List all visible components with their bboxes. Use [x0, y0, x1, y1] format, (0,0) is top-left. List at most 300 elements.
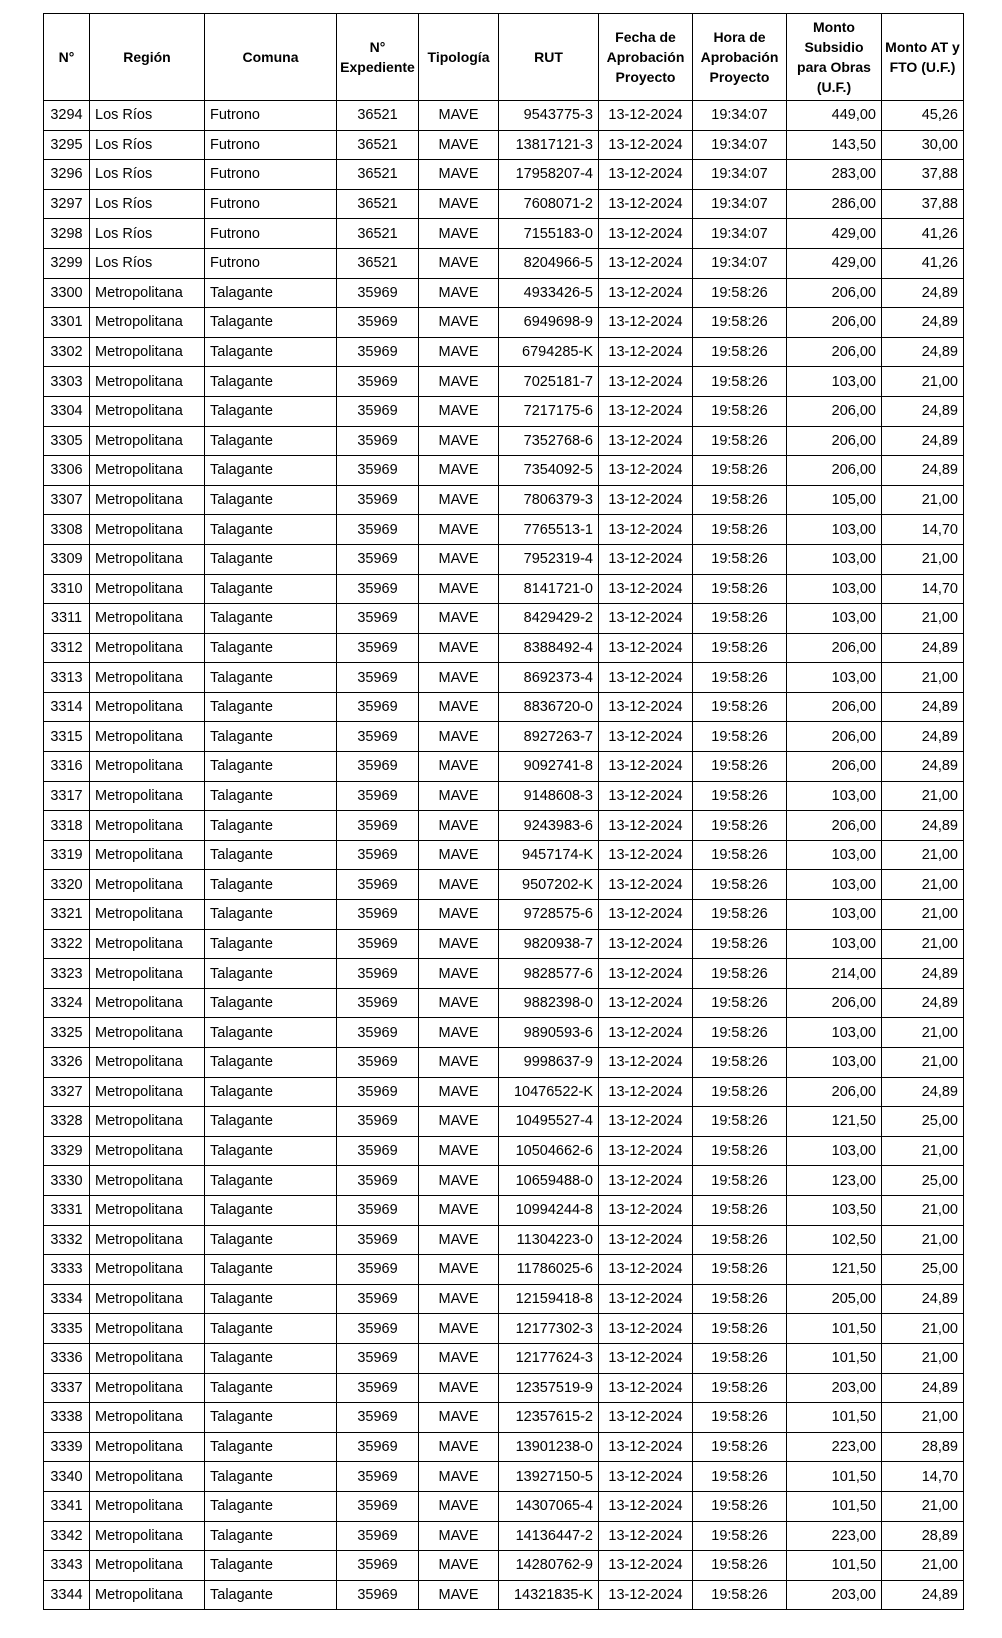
cell-monto-obras: 101,50 — [787, 1343, 882, 1373]
cell-fecha: 13-12-2024 — [599, 1343, 693, 1373]
cell-fecha: 13-12-2024 — [599, 130, 693, 160]
cell-region: Metropolitana — [90, 337, 205, 367]
cell-monto-obras: 206,00 — [787, 337, 882, 367]
cell-monto-obras: 223,00 — [787, 1432, 882, 1462]
cell-region: Los Ríos — [90, 160, 205, 190]
cell-rut: 8429429-2 — [499, 604, 599, 634]
cell-n: 3300 — [44, 278, 90, 308]
cell-region: Metropolitana — [90, 1580, 205, 1610]
cell-rut: 11786025-6 — [499, 1255, 599, 1285]
cell-fecha: 13-12-2024 — [599, 308, 693, 338]
cell-comuna: Talagante — [205, 1018, 337, 1048]
cell-fecha: 13-12-2024 — [599, 426, 693, 456]
cell-tipologia: MAVE — [419, 367, 499, 397]
cell-n: 3315 — [44, 722, 90, 752]
cell-comuna: Talagante — [205, 426, 337, 456]
cell-region: Metropolitana — [90, 692, 205, 722]
cell-hora: 19:58:26 — [693, 1136, 787, 1166]
cell-expediente: 35969 — [337, 1551, 419, 1581]
cell-fecha: 13-12-2024 — [599, 1284, 693, 1314]
cell-region: Metropolitana — [90, 1462, 205, 1492]
cell-rut: 9820938-7 — [499, 929, 599, 959]
cell-tipologia: MAVE — [419, 278, 499, 308]
cell-n: 3295 — [44, 130, 90, 160]
cell-expediente: 36521 — [337, 101, 419, 131]
cell-fecha: 13-12-2024 — [599, 1255, 693, 1285]
cell-comuna: Talagante — [205, 692, 337, 722]
cell-region: Los Ríos — [90, 189, 205, 219]
cell-rut: 14280762-9 — [499, 1551, 599, 1581]
cell-region: Metropolitana — [90, 1403, 205, 1433]
cell-n: 3302 — [44, 337, 90, 367]
cell-n: 3310 — [44, 574, 90, 604]
cell-n: 3306 — [44, 456, 90, 486]
cell-tipologia: MAVE — [419, 1107, 499, 1137]
table-row — [44, 1403, 964, 1433]
cell-region: Metropolitana — [90, 1255, 205, 1285]
cell-monto-obras: 429,00 — [787, 219, 882, 249]
cell-n: 3337 — [44, 1373, 90, 1403]
cell-region: Metropolitana — [90, 485, 205, 515]
cell-rut: 6949698-9 — [499, 308, 599, 338]
cell-tipologia: MAVE — [419, 811, 499, 841]
cell-n: 3303 — [44, 367, 90, 397]
cell-hora: 19:58:26 — [693, 367, 787, 397]
cell-expediente: 35969 — [337, 515, 419, 545]
cell-monto-obras: 143,50 — [787, 130, 882, 160]
cell-tipologia: MAVE — [419, 1018, 499, 1048]
cell-tipologia: MAVE — [419, 544, 499, 574]
cell-fecha: 13-12-2024 — [599, 1225, 693, 1255]
cell-n: 3318 — [44, 811, 90, 841]
cell-monto-at: 21,00 — [882, 663, 964, 693]
cell-expediente: 35969 — [337, 426, 419, 456]
cell-monto-obras: 206,00 — [787, 278, 882, 308]
cell-expediente: 35969 — [337, 1136, 419, 1166]
cell-n: 3323 — [44, 959, 90, 989]
cell-expediente: 35969 — [337, 633, 419, 663]
cell-monto-obras: 205,00 — [787, 1284, 882, 1314]
cell-monto-obras: 449,00 — [787, 101, 882, 131]
table-row — [44, 811, 964, 841]
cell-monto-at: 24,89 — [882, 722, 964, 752]
cell-expediente: 35969 — [337, 1225, 419, 1255]
cell-fecha: 13-12-2024 — [599, 574, 693, 604]
cell-expediente: 35969 — [337, 367, 419, 397]
table-row — [44, 1314, 964, 1344]
cell-rut: 9148608-3 — [499, 781, 599, 811]
cell-monto-at: 21,00 — [882, 367, 964, 397]
cell-tipologia: MAVE — [419, 456, 499, 486]
cell-tipologia: MAVE — [419, 1166, 499, 1196]
cell-tipologia: MAVE — [419, 1462, 499, 1492]
cell-comuna: Talagante — [205, 604, 337, 634]
cell-n: 3294 — [44, 101, 90, 131]
cell-rut: 8927263-7 — [499, 722, 599, 752]
cell-expediente: 35969 — [337, 1255, 419, 1285]
table-row — [44, 278, 964, 308]
cell-monto-obras: 103,00 — [787, 1136, 882, 1166]
cell-expediente: 35969 — [337, 1018, 419, 1048]
cell-rut: 13927150-5 — [499, 1462, 599, 1492]
cell-n: 3321 — [44, 900, 90, 930]
cell-monto-at: 24,89 — [882, 988, 964, 1018]
cell-tipologia: MAVE — [419, 1136, 499, 1166]
cell-fecha: 13-12-2024 — [599, 248, 693, 278]
cell-rut: 10476522-K — [499, 1077, 599, 1107]
cell-hora: 19:58:26 — [693, 1373, 787, 1403]
cell-expediente: 35969 — [337, 604, 419, 634]
cell-rut: 6794285-K — [499, 337, 599, 367]
cell-rut: 13901238-0 — [499, 1432, 599, 1462]
cell-hora: 19:58:26 — [693, 1521, 787, 1551]
cell-monto-obras: 102,50 — [787, 1225, 882, 1255]
cell-expediente: 35969 — [337, 1048, 419, 1078]
cell-fecha: 13-12-2024 — [599, 1136, 693, 1166]
cell-expediente: 35969 — [337, 692, 419, 722]
cell-comuna: Futrono — [205, 101, 337, 131]
table-row — [44, 1521, 964, 1551]
cell-hora: 19:58:26 — [693, 1107, 787, 1137]
cell-tipologia: MAVE — [419, 1551, 499, 1581]
cell-monto-at: 24,89 — [882, 1580, 964, 1610]
cell-tipologia: MAVE — [419, 574, 499, 604]
subsidy-table — [43, 13, 964, 1610]
table-body — [44, 101, 964, 1610]
cell-rut: 12159418-8 — [499, 1284, 599, 1314]
cell-fecha: 13-12-2024 — [599, 337, 693, 367]
cell-expediente: 35969 — [337, 1373, 419, 1403]
cell-tipologia: MAVE — [419, 663, 499, 693]
cell-rut: 7952319-4 — [499, 544, 599, 574]
cell-region: Metropolitana — [90, 604, 205, 634]
cell-region: Metropolitana — [90, 1551, 205, 1581]
cell-expediente: 35969 — [337, 752, 419, 782]
cell-monto-obras: 103,00 — [787, 544, 882, 574]
table-row — [44, 959, 964, 989]
cell-monto-obras: 203,00 — [787, 1373, 882, 1403]
cell-comuna: Talagante — [205, 1314, 337, 1344]
cell-hora: 19:58:26 — [693, 515, 787, 545]
table-row — [44, 1462, 964, 1492]
cell-tipologia: MAVE — [419, 929, 499, 959]
cell-fecha: 13-12-2024 — [599, 456, 693, 486]
cell-monto-obras: 103,00 — [787, 900, 882, 930]
cell-hora: 19:58:26 — [693, 959, 787, 989]
cell-hora: 19:58:26 — [693, 811, 787, 841]
header-tipologia: Tipología — [419, 14, 499, 101]
cell-region: Metropolitana — [90, 1373, 205, 1403]
cell-hora: 19:58:26 — [693, 1284, 787, 1314]
table-row — [44, 574, 964, 604]
cell-comuna: Talagante — [205, 456, 337, 486]
cell-monto-at: 24,89 — [882, 308, 964, 338]
header-hora: Hora de Aprobación Proyecto — [693, 14, 787, 101]
cell-expediente: 35969 — [337, 959, 419, 989]
cell-comuna: Futrono — [205, 189, 337, 219]
cell-tipologia: MAVE — [419, 337, 499, 367]
cell-hora: 19:58:26 — [693, 485, 787, 515]
cell-n: 3308 — [44, 515, 90, 545]
cell-n: 3343 — [44, 1551, 90, 1581]
cell-comuna: Talagante — [205, 308, 337, 338]
table-row — [44, 1225, 964, 1255]
cell-comuna: Talagante — [205, 1195, 337, 1225]
cell-tipologia: MAVE — [419, 1225, 499, 1255]
cell-fecha: 13-12-2024 — [599, 604, 693, 634]
cell-n: 3324 — [44, 988, 90, 1018]
cell-rut: 8141721-0 — [499, 574, 599, 604]
table-row — [44, 692, 964, 722]
cell-hora: 19:58:26 — [693, 1255, 787, 1285]
cell-tipologia: MAVE — [419, 692, 499, 722]
table-row — [44, 485, 964, 515]
cell-hora: 19:34:07 — [693, 219, 787, 249]
cell-hora: 19:58:26 — [693, 1225, 787, 1255]
cell-fecha: 13-12-2024 — [599, 189, 693, 219]
cell-rut: 10495527-4 — [499, 1107, 599, 1137]
cell-comuna: Talagante — [205, 485, 337, 515]
table-row — [44, 1284, 964, 1314]
cell-comuna: Futrono — [205, 248, 337, 278]
cell-hora: 19:58:26 — [693, 1403, 787, 1433]
cell-monto-at: 21,00 — [882, 1018, 964, 1048]
cell-tipologia: MAVE — [419, 633, 499, 663]
cell-tipologia: MAVE — [419, 130, 499, 160]
cell-rut: 10659488-0 — [499, 1166, 599, 1196]
cell-n: 3316 — [44, 752, 90, 782]
table-row — [44, 1166, 964, 1196]
cell-region: Metropolitana — [90, 1195, 205, 1225]
cell-monto-obras: 206,00 — [787, 308, 882, 338]
cell-n: 3329 — [44, 1136, 90, 1166]
cell-monto-obras: 101,50 — [787, 1462, 882, 1492]
cell-monto-at: 24,89 — [882, 1373, 964, 1403]
cell-rut: 12357519-9 — [499, 1373, 599, 1403]
cell-region: Metropolitana — [90, 515, 205, 545]
table-row — [44, 663, 964, 693]
cell-expediente: 35969 — [337, 1580, 419, 1610]
cell-region: Metropolitana — [90, 633, 205, 663]
cell-hora: 19:34:07 — [693, 160, 787, 190]
cell-rut: 9998637-9 — [499, 1048, 599, 1078]
cell-region: Metropolitana — [90, 1166, 205, 1196]
cell-fecha: 13-12-2024 — [599, 1580, 693, 1610]
cell-tipologia: MAVE — [419, 1077, 499, 1107]
cell-n: 3298 — [44, 219, 90, 249]
cell-tipologia: MAVE — [419, 1255, 499, 1285]
table-row — [44, 544, 964, 574]
cell-monto-obras: 103,00 — [787, 515, 882, 545]
table-row — [44, 396, 964, 426]
table-row — [44, 101, 964, 131]
cell-rut: 12177302-3 — [499, 1314, 599, 1344]
cell-monto-obras: 101,50 — [787, 1551, 882, 1581]
cell-comuna: Talagante — [205, 515, 337, 545]
cell-monto-at: 37,88 — [882, 189, 964, 219]
cell-tipologia: MAVE — [419, 515, 499, 545]
header-monto-obras: Monto Subsidio para Obras (U.F.) — [787, 14, 882, 101]
cell-monto-at: 21,00 — [882, 870, 964, 900]
cell-monto-at: 21,00 — [882, 929, 964, 959]
cell-monto-obras: 103,50 — [787, 1195, 882, 1225]
cell-hora: 19:58:26 — [693, 1314, 787, 1344]
table-row — [44, 1580, 964, 1610]
cell-region: Metropolitana — [90, 811, 205, 841]
cell-n: 3340 — [44, 1462, 90, 1492]
table-row — [44, 426, 964, 456]
table-row — [44, 160, 964, 190]
cell-expediente: 35969 — [337, 1462, 419, 1492]
cell-expediente: 35969 — [337, 456, 419, 486]
cell-hora: 19:58:26 — [693, 663, 787, 693]
cell-rut: 7608071-2 — [499, 189, 599, 219]
table-row — [44, 337, 964, 367]
cell-region: Los Ríos — [90, 130, 205, 160]
cell-monto-at: 25,00 — [882, 1255, 964, 1285]
cell-monto-at: 21,00 — [882, 1403, 964, 1433]
cell-n: 3301 — [44, 308, 90, 338]
cell-monto-at: 21,00 — [882, 900, 964, 930]
cell-monto-at: 14,70 — [882, 1462, 964, 1492]
table-row — [44, 130, 964, 160]
cell-rut: 10504662-6 — [499, 1136, 599, 1166]
cell-comuna: Talagante — [205, 1284, 337, 1314]
cell-region: Metropolitana — [90, 1491, 205, 1521]
cell-monto-obras: 223,00 — [787, 1521, 882, 1551]
cell-comuna: Talagante — [205, 1373, 337, 1403]
cell-tipologia: MAVE — [419, 1373, 499, 1403]
cell-monto-obras: 206,00 — [787, 426, 882, 456]
cell-n: 3328 — [44, 1107, 90, 1137]
cell-comuna: Talagante — [205, 1551, 337, 1581]
cell-comuna: Talagante — [205, 811, 337, 841]
cell-fecha: 13-12-2024 — [599, 1077, 693, 1107]
cell-fecha: 13-12-2024 — [599, 633, 693, 663]
cell-comuna: Talagante — [205, 1432, 337, 1462]
table-row — [44, 1551, 964, 1581]
cell-comuna: Talagante — [205, 781, 337, 811]
cell-expediente: 35969 — [337, 396, 419, 426]
cell-hora: 19:58:26 — [693, 1462, 787, 1492]
cell-fecha: 13-12-2024 — [599, 1521, 693, 1551]
cell-monto-obras: 101,50 — [787, 1491, 882, 1521]
table-row — [44, 1255, 964, 1285]
cell-n: 3307 — [44, 485, 90, 515]
cell-monto-obras: 206,00 — [787, 988, 882, 1018]
cell-monto-obras: 214,00 — [787, 959, 882, 989]
cell-hora: 19:58:26 — [693, 929, 787, 959]
cell-expediente: 35969 — [337, 663, 419, 693]
cell-hora: 19:58:26 — [693, 1195, 787, 1225]
table-row — [44, 1107, 964, 1137]
cell-expediente: 35969 — [337, 337, 419, 367]
cell-monto-obras: 101,50 — [787, 1403, 882, 1433]
cell-fecha: 13-12-2024 — [599, 870, 693, 900]
cell-expediente: 35969 — [337, 1077, 419, 1107]
cell-region: Metropolitana — [90, 396, 205, 426]
cell-n: 3311 — [44, 604, 90, 634]
cell-tipologia: MAVE — [419, 189, 499, 219]
cell-region: Metropolitana — [90, 1077, 205, 1107]
table-row — [44, 988, 964, 1018]
cell-tipologia: MAVE — [419, 1284, 499, 1314]
cell-monto-at: 25,00 — [882, 1166, 964, 1196]
header-n: N° — [44, 14, 90, 101]
cell-fecha: 13-12-2024 — [599, 692, 693, 722]
cell-expediente: 35969 — [337, 278, 419, 308]
cell-fecha: 13-12-2024 — [599, 1195, 693, 1225]
cell-monto-at: 21,00 — [882, 1343, 964, 1373]
cell-fecha: 13-12-2024 — [599, 396, 693, 426]
cell-monto-at: 41,26 — [882, 248, 964, 278]
cell-expediente: 36521 — [337, 189, 419, 219]
cell-monto-at: 24,89 — [882, 396, 964, 426]
cell-rut: 7352768-6 — [499, 426, 599, 456]
cell-n: 3313 — [44, 663, 90, 693]
cell-expediente: 35969 — [337, 1284, 419, 1314]
cell-region: Metropolitana — [90, 278, 205, 308]
table-row — [44, 1373, 964, 1403]
cell-comuna: Talagante — [205, 1136, 337, 1166]
cell-n: 3320 — [44, 870, 90, 900]
cell-monto-at: 28,89 — [882, 1432, 964, 1462]
cell-expediente: 35969 — [337, 1195, 419, 1225]
cell-monto-at: 41,26 — [882, 219, 964, 249]
cell-rut: 12177624-3 — [499, 1343, 599, 1373]
cell-n: 3314 — [44, 692, 90, 722]
cell-comuna: Talagante — [205, 1077, 337, 1107]
cell-expediente: 35969 — [337, 900, 419, 930]
cell-monto-at: 30,00 — [882, 130, 964, 160]
cell-rut: 9092741-8 — [499, 752, 599, 782]
cell-monto-at: 24,89 — [882, 426, 964, 456]
cell-fecha: 13-12-2024 — [599, 101, 693, 131]
cell-monto-at: 21,00 — [882, 1136, 964, 1166]
table-row — [44, 1491, 964, 1521]
cell-rut: 9543775-3 — [499, 101, 599, 131]
table-row — [44, 1018, 964, 1048]
table-row — [44, 781, 964, 811]
cell-monto-obras: 103,00 — [787, 840, 882, 870]
cell-rut: 9457174-K — [499, 840, 599, 870]
cell-tipologia: MAVE — [419, 722, 499, 752]
cell-rut: 9882398-0 — [499, 988, 599, 1018]
cell-comuna: Talagante — [205, 988, 337, 1018]
cell-region: Metropolitana — [90, 1521, 205, 1551]
cell-hora: 19:58:26 — [693, 633, 787, 663]
cell-region: Metropolitana — [90, 752, 205, 782]
cell-region: Metropolitana — [90, 1343, 205, 1373]
cell-region: Metropolitana — [90, 1018, 205, 1048]
cell-n: 3326 — [44, 1048, 90, 1078]
cell-rut: 14136447-2 — [499, 1521, 599, 1551]
cell-rut: 13817121-3 — [499, 130, 599, 160]
cell-monto-at: 25,00 — [882, 1107, 964, 1137]
cell-tipologia: MAVE — [419, 1580, 499, 1610]
cell-hora: 19:58:26 — [693, 574, 787, 604]
cell-hora: 19:58:26 — [693, 1491, 787, 1521]
cell-monto-at: 24,89 — [882, 633, 964, 663]
cell-tipologia: MAVE — [419, 308, 499, 338]
cell-monto-at: 24,89 — [882, 752, 964, 782]
cell-tipologia: MAVE — [419, 1195, 499, 1225]
cell-comuna: Talagante — [205, 396, 337, 426]
table-row — [44, 248, 964, 278]
cell-comuna: Talagante — [205, 870, 337, 900]
table-row — [44, 604, 964, 634]
cell-region: Metropolitana — [90, 900, 205, 930]
